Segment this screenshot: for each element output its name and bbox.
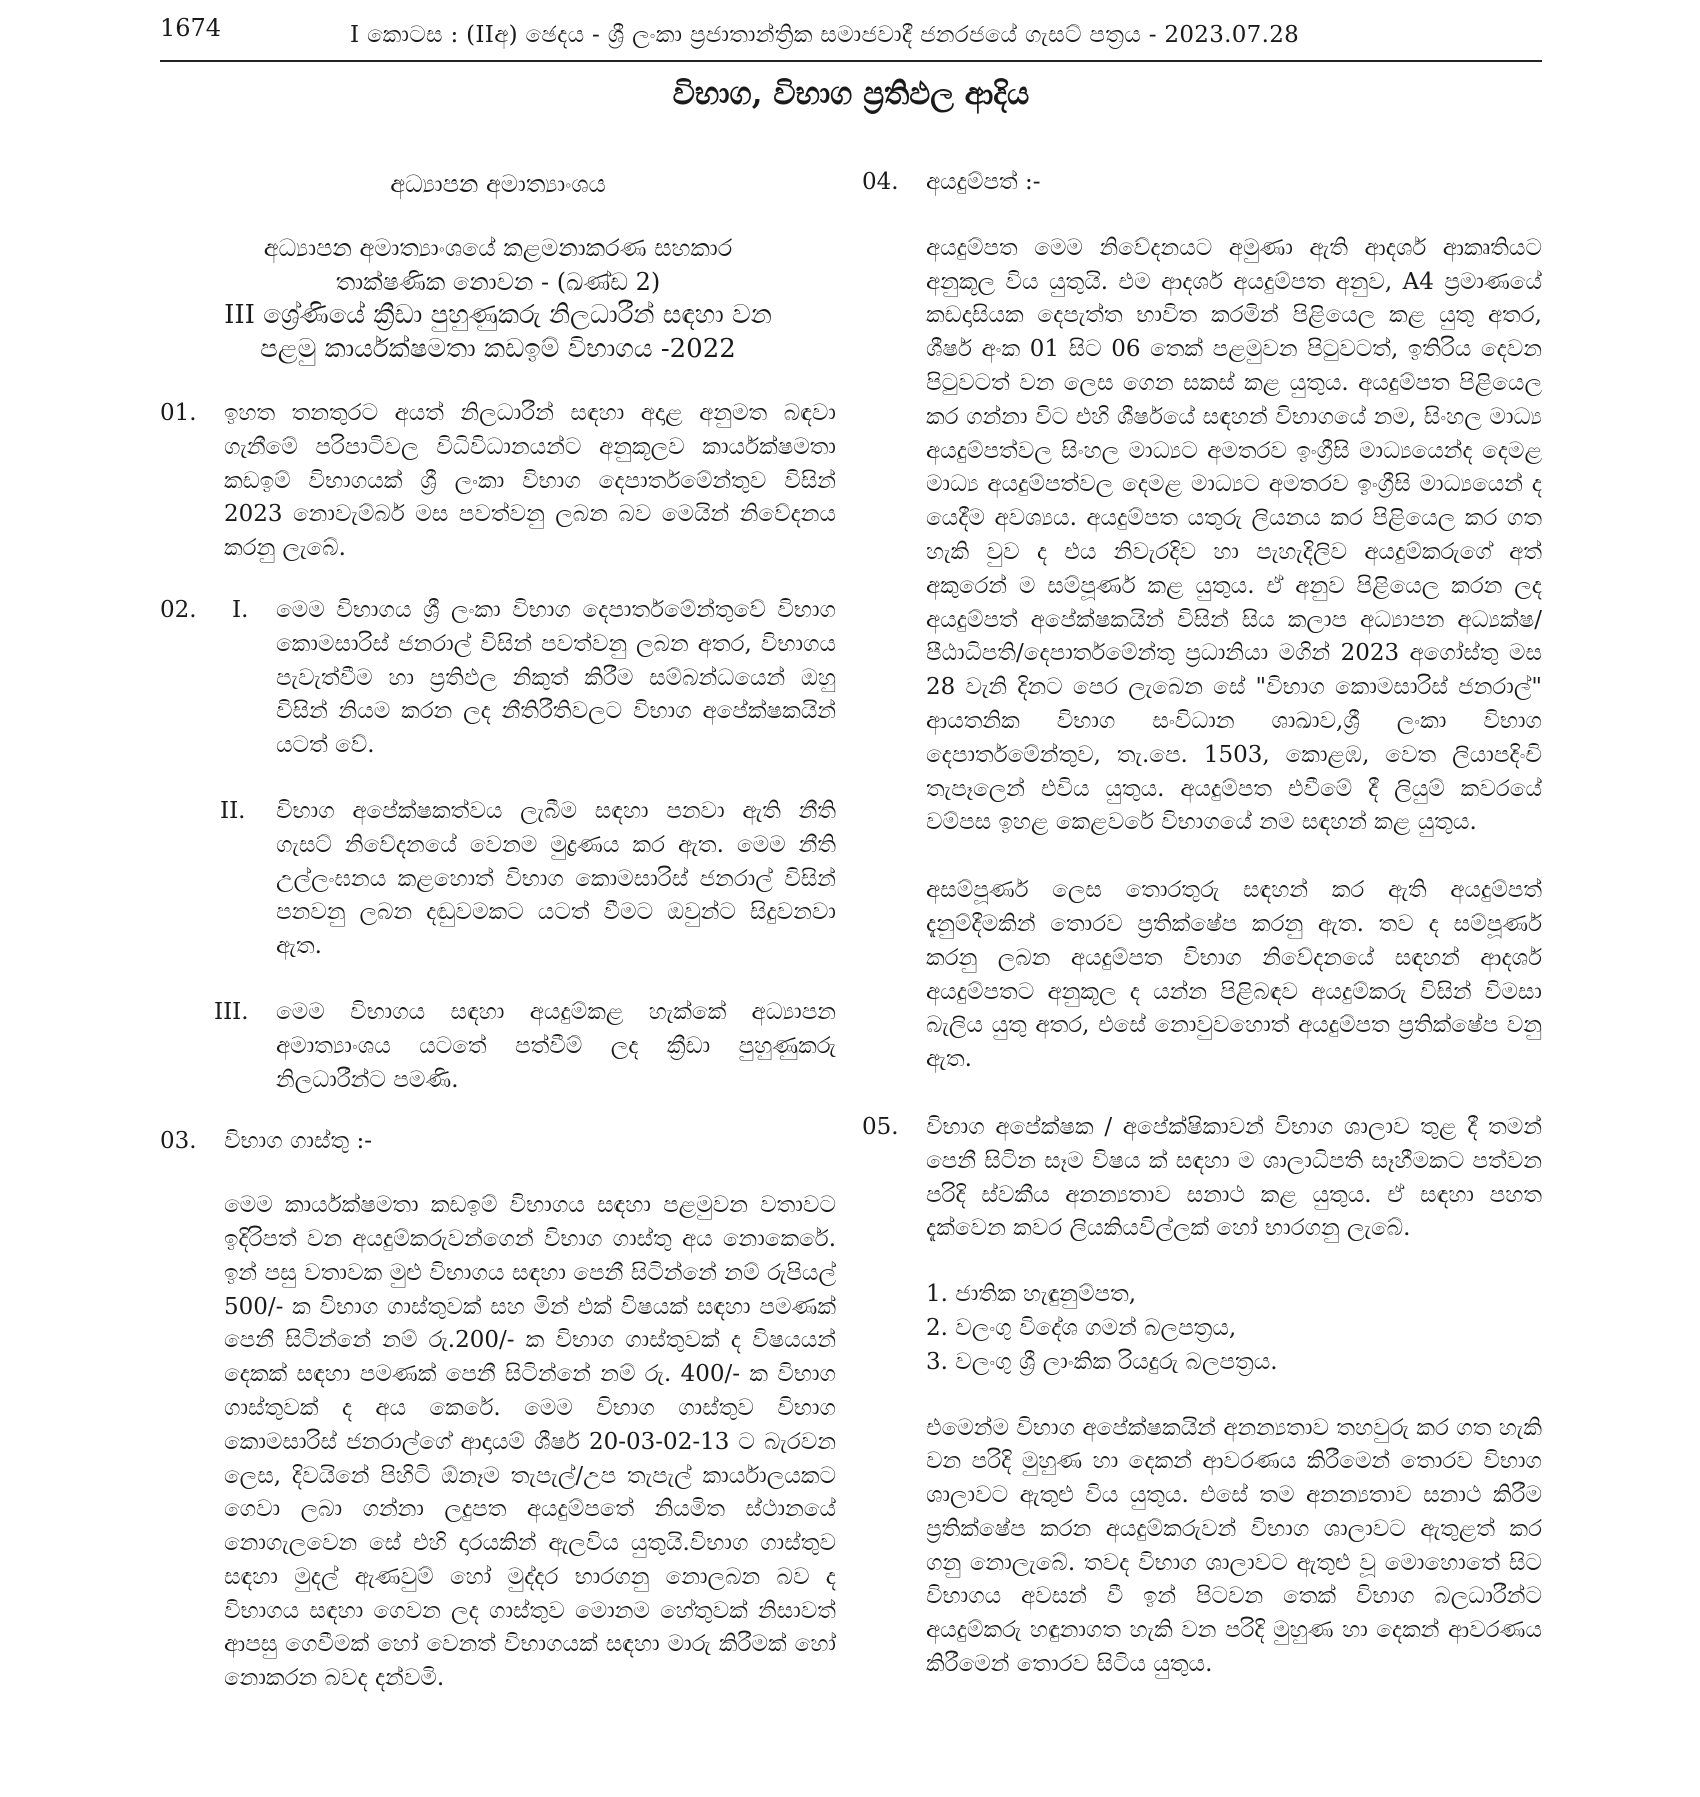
subsection-text: මෙම විභාගය ශ්‍රී ලංකා විභාග දෙපාර්තමේන්තුවේ විභාග කොමසාරිස් ජනරාල් විසින් පවත්වනු ලබන අතර, විභාගය පැවැත්වීම හා ප්‍රතිඵල නිකුත් කිරීම සම්බන්ධයෙන් ඔහු විසින් නියම කරන ලද නීතිරීතිවලට විභාග අපේක්ෂකයින් යටත් වේ. — [276, 596, 836, 759]
section-number: 04. — [862, 169, 899, 195]
section-04-text-2: අසම්පූර්ණ ලෙස තොරතුරු සඳහන් කර ඇති අයදුම්පත් දැනුම්දීමකින් තොරව ප්‍රතික්ෂේප කරනු ඇත. තව ද සම්පූර්ණ කරනු ලබන අයදුම්පත විභාග නිවේදනයේ සඳහන් ආදර්ශ අයදුම්පතට අනුකූල ද යන්න පිළිබඳව අයදුම්කරු විසින් විමසා බැලිය යුතු අතර, එසේ නොවුවහොත් අයදුම්පත ප්‍රතික්ෂේප වනු ඇත. — [926, 877, 1542, 1073]
section-number: 01. — [160, 399, 197, 426]
page-number: 1674 — [160, 14, 222, 42]
exam-title-line: පළමු කාර්යක්ෂමතා කඩඉම් විභාගය -2022 — [260, 334, 736, 365]
subsection-ii — [220, 795, 836, 964]
section-04 — [862, 166, 1542, 1077]
right-column — [862, 150, 1542, 1682]
exam-title-line: තාක්ෂණික නොවන - (ඛණ්ඩ 2) — [335, 267, 661, 296]
id-document-list — [926, 1278, 1542, 1379]
list-item: 3. වලංගු ශ්‍රී ලාංකික රියදුරු බලපත්‍රය. — [926, 1348, 1278, 1375]
section-01-text: ඉහත තනතුරට අයත් නිලධාරීන් සඳහා අදාළ අනුමත බඳවා ගැනීමේ පරිපාටිවල විධිවිධානයන්ට අනුකූලව කාර්යක්ෂමතා කඩඉම් විභාගයක් ශ්‍රී ලංකා විභාග දෙපාර්තමේන්තුව විසින් 2023 නොවැම්බර් මස පවත්වනු ලබන බව මෙයින් නිවේදනය කරනු ලැබේ. — [224, 399, 836, 562]
section-03-heading: විභාග ගාස්තු :- — [224, 1128, 373, 1155]
subsection-text: මෙම විභාගය සඳහා අයදුම්කළ හැක්කේ අධ්‍යාපන අමාත්‍යාංශය යටතේ පත්වීම් ලද ක්‍රීඩා පුහුණුකරු නිලධාරීන්ට පමණි. — [276, 998, 836, 1093]
subsection-number: I. — [232, 596, 249, 623]
section-04-text: අයදුම්පත මෙම නිවේදනයට අමුණා ඇති ආදර්ශ ආකෘතියට අනුකූල විය යුතුයි. එම ආදර්ශ අයදුම්පත අනුව, A4 ප්‍රමාණයේ කඩදාසියක දෙපැත්ත භාවිත කරමින් පිළියෙල කළ යුතු අතර, ශීර්ෂ අංක 01 සිට 06 තෙක් පළමුවන පිටුවටත්, ඉතිරිය දෙවන පිටුවටත් වන ලෙස ගෙන සකස් කළ යුතුය. අයදුම්පත පිළියෙල කර ගන්නා විට එහි ශීර්ෂයේ සඳහන් විභාගයේ නම, සිංහල මාධ්‍ය අයදුම්පත්වල සිංහල මාධ්‍යට අමතරව ඉංග්‍රීසි මාධ්‍යයෙන්ද දෙමළ මාධ්‍ය අයදුම්පත්වල දෙමළ මාධ්‍යට අමතරව ඉංග්‍රීසි මාධ්‍යයෙන් ද යෙදීම අවශ්‍යය. අයදුම්පත යතුරු ලියනය කර පිළියෙල කර ගත හැකි වුව ද එය නිවැරදිව හා පැහැදිලිව අයදුම්කරුගේ අත් අකුරෙන් ම සම්පූර්ණ කළ යුතුය. ඒ අනුව පිළියෙල කරන ලද අයදුම්පත් අපේක්ෂකයින් විසින් සිය කලාප අධ්‍යාපන අධ්‍යක්ෂ/පීඨාධිපති/දෙපාර්තමේන්තු ප්‍රධානියා මගින් 2023 අගෝස්තු මස 28 වැනි දිනට පෙර ලැබෙන සේ "විභාග කොමසාරිස් ජනරාල්" ආයතනික විභාග සංවිධාන ශාඛාව,ශ්‍රී ලංකා විභාග දෙපාර්තමේන්තුව, තැ.පෙ. 1503, කොළඹ, වෙත ලියාපදිංචි තැපෑලෙන් එවිය යුතුය. අයදුම්පත එවීමේ දී ලියුම් කවරයේ වම්පස ඉහළ කෙළවරේ විභාගයේ නම සඳහන් කළ යුතුය. — [926, 234, 1542, 836]
section-02 — [160, 594, 836, 1097]
section-05-text-2: එමෙන්ම විභාග අපේක්ෂකයින් අනන්‍යතාව තහවුරු කර ගත හැකි වන පරිදි මුහුණ හා දෙකන් ආවරණය කිරීමෙන් තොරව විභාග ශාලාවට ඇතුළු විය යුතුය. එසේ තම අනන්‍යතාව සනාථ කිරීම ප්‍රතික්ෂේප කරන අයදුම්කරුවන් විභාග ශාලාවට ඇතුළත් කර ගනු නොලැබේ. තවද විභාග ශාලාවට ඇතුළු වූ මොහොතේ සිට විභාගය අවසන් වී ඉන් පිටවන තෙක් විභාග බලධාරීන්ට අයදුම්කරු හඳුනාගත හැකි වන පරිදි මුහුණ හා දෙකන් ආවරණය කිරීමෙන් තොරව සිටිය යුතුය. — [926, 1414, 1542, 1678]
list-item: 2. වලංගු විදේශ ගමන් බලපත්‍රය, — [926, 1314, 1237, 1341]
exam-title-line: අධ්‍යාපන අමාත්‍යාංශයේ කළමනාකරණ සහකාර — [263, 233, 733, 262]
section-05 — [862, 1111, 1542, 1682]
ministry-heading: අධ්‍යාපන අමාත්‍යාංශය — [390, 170, 606, 198]
section-05-text: විභාග අපේක්ෂක / අපේක්ෂිකාවන් විභාග ශාලාව තුළ දී තමන් පෙනී සිටින සෑම විෂය ක් සඳහා ම ශාලාධිපති සෑහීමකට පත්වන පරිදි ස්වකීය අනන්‍යතාව සනාථ කළ යුතුය. ඒ සඳහා පහත දැක්වෙන කවර ලියකියවිල්ලක් හෝ භාරගනු ලැබේ. — [926, 1113, 1542, 1242]
section-03-text: මෙම කාර්යක්ෂමතා කඩඉම් විභාගය සඳහා පළමුවන වතාවට ඉදිරිපත් වන අයදුම්කරුවන්ගෙන් විභාග ගාස්තු අය නොකෙරේ. ඉන් පසු වතාවක මුළු විභාගය සඳහා පෙනී සිටින්නේ නම් රුපියල් 500/- ක විභාග ගාස්තුවක් සහ මින් එක් විෂයක් සඳහා පමණක් පෙනී සිටින්නේ නම් රු.200/- ක විභාග ගාස්තුවක් ද විෂයයන් දෙකක් සඳහා පමණක් පෙනී සිටින්නේ නම් රු. 400/- ක විභාග ගාස්තුවක් ද අය කෙරේ. මෙම විභාග ගාස්තුව විභාග කොමසාරිස් ජනරාල්ගේ ආදායම් ශීර්ෂ 20-03-02-13 ට බැරවන ලෙස, දිවයිනේ පිහිටි ඕනෑම තැපැල්/උප තැපැල් කාර්යාලයකට ගෙවා ලබා ගන්නා ලදුපත අයදුම්පතේ නියමිත ස්ථානයේ නොගැලවෙන සේ එහි දාරයකින් ඇලවිය යුතුයි.විභාග ගාස්තුව සඳහා මුදල් ඇණවුම් හෝ මුද්දර භාරගනු නොලබන බව ද විභාගය සඳහා ගෙවන ලද ගාස්තුව මොනම හේතුවක් නිසාවත් ආපසු ගෙවීමක් හෝ වෙනත් විභාගයක් සඳහා මාරු කිරීමක් හෝ නොකරන බවද දන්වමි. — [224, 1192, 836, 1692]
exam-title — [160, 232, 836, 367]
section-number: 05. — [862, 1113, 899, 1140]
section-04-heading: අයදුම්පත් :- — [926, 169, 1041, 195]
subsection-text: විභාග අපේක්ෂකත්වය ලැබීම සඳහා පනවා ඇති නීති ගැසට් නිවේදනයේ වෙනම මුද්‍රණය කර ඇත. මෙම නීති උල්ලංඝනය කළහොත් විභාග කොමසාරිස් ජනරාල් විසින් පනවනු ලබන දඬුවමකට යටත් වීමට ඔවුන්ට සිදුවනවා ඇත. — [276, 797, 836, 960]
subsection-number: III. — [214, 998, 249, 1025]
section-number: 03. — [160, 1128, 197, 1155]
section-number: 02. — [160, 596, 197, 623]
list-item: 1. ජාතික හැඳුනුම්පත, — [926, 1281, 1137, 1308]
gazette-header-title: I කොටස : (IIඅ) ඡෙදය - ශ්‍රී ලංකා ප්‍රජාතාන්ත්‍රික සමාජවාදී ජනරජයේ ගැසට් පත්‍රය - 2023.07.28 — [350, 22, 1300, 48]
section-title: විභාග, විභාග ප්‍රතිඵල ආදිය — [672, 76, 1030, 112]
subsection-i — [224, 594, 836, 763]
page-header — [160, 10, 1542, 62]
left-column — [160, 150, 836, 1696]
section-01 — [160, 397, 836, 566]
subsection-iii — [214, 996, 836, 1097]
exam-title-line: III ශ්‍රේණියේ ක්‍රීඩා පුහුණුකරු නිලධාරීන් සඳහා වන — [224, 300, 772, 331]
section-03 — [160, 1125, 836, 1696]
subsection-number: II. — [220, 797, 246, 824]
